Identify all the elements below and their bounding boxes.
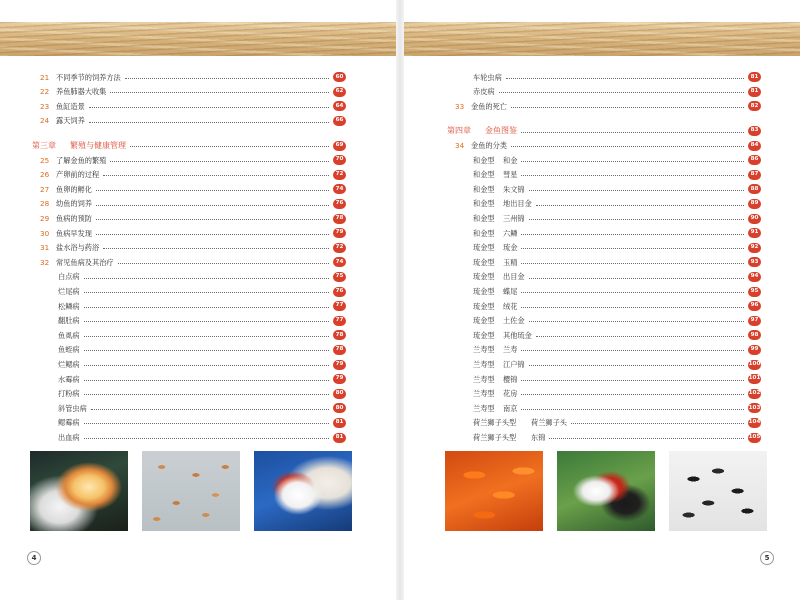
wood-banner-left: [0, 22, 396, 56]
chapter-heading[interactable]: 第四章 金鱼图鉴 83: [447, 124, 761, 139]
toc-subentry[interactable]: 斜管虫病 80: [40, 401, 346, 416]
toc-subentry[interactable]: 松鳞病 77: [40, 299, 346, 314]
toc-variety-entry[interactable]: 琉金型 绒花 96: [455, 299, 761, 314]
page-number-badge: 100: [748, 360, 761, 370]
page-number-badge: 83: [748, 126, 761, 136]
toc-variety-entry[interactable]: 琉金型 出目金 94: [455, 270, 761, 285]
toc-subentry[interactable]: 鱼虱病 78: [40, 328, 346, 343]
toc-left-page: [32, 70, 346, 445]
page-number-badge: 66: [333, 116, 346, 126]
toc-entry[interactable]: 31 盐水浴与药浴 72: [40, 241, 346, 256]
toc-variety-entry[interactable]: 兰寿型 兰寿 99: [455, 343, 761, 358]
book-gutter: [396, 0, 404, 600]
page-number-badge: 89: [748, 199, 761, 209]
page-number-badge: 87: [748, 170, 761, 180]
page-number-badge: 80: [333, 403, 346, 413]
goldfish-school-photo: [445, 451, 543, 531]
page-number-badge: 81: [333, 433, 346, 443]
page-number-badge: 78: [333, 345, 346, 355]
page-number-badge: 88: [748, 184, 761, 194]
page-number-badge: 72: [333, 170, 346, 180]
page-folio-right: 5: [760, 551, 774, 565]
page-number-badge: 80: [333, 389, 346, 399]
page-number-badge: 93: [748, 257, 761, 267]
toc-variety-entry[interactable]: 荷兰狮子头型 荷兰狮子头 104: [473, 418, 761, 428]
toc-subentry[interactable]: 出血病 81: [40, 430, 346, 445]
toc-variety-entry[interactable]: 和金型 朱文锦 88: [455, 182, 761, 197]
page-number-badge: 78: [333, 330, 346, 340]
toc-variety-entry[interactable]: 和金型 三州锦 90: [455, 211, 761, 226]
toc-subentry[interactable]: 水霉病 79: [40, 372, 346, 387]
page-number-badge: 74: [333, 257, 346, 267]
page-number-badge: 77: [333, 301, 346, 311]
chapter-heading[interactable]: 第三章 繁殖与健康管理 69: [32, 138, 346, 153]
page-number-badge: 94: [748, 272, 761, 282]
page-number-badge: 97: [748, 316, 761, 326]
page-number-badge: 91: [748, 228, 761, 238]
page-number-badge: 81: [748, 87, 761, 97]
goldfish-photo: [30, 451, 128, 531]
black-goldfish-photo: [669, 451, 767, 531]
toc-variety-entry[interactable]: 兰寿型 樱锦 101: [473, 374, 761, 384]
toc-entry[interactable]: 24 露天饲养 66: [40, 114, 346, 129]
toc-entry[interactable]: 21 不同季节的饲养方法 60: [40, 70, 346, 85]
toc-entry[interactable]: 22 养鱼肺器大收集 62: [40, 85, 346, 100]
toc-variety-entry[interactable]: 琉金型 玉精 93: [455, 255, 761, 270]
page-number-badge: 70: [333, 155, 346, 165]
page-number-badge: 82: [748, 101, 761, 111]
page-number-badge: 79: [333, 360, 346, 370]
photo-strip-right: [445, 451, 767, 531]
toc-subentry[interactable]: 烂鳃病 79: [40, 357, 346, 372]
page-number-badge: 104: [748, 418, 761, 428]
page-number-badge: 101: [748, 374, 761, 384]
page-number-badge: 99: [748, 345, 761, 355]
toc-entry[interactable]: 33 金鱼的死亡 82: [455, 99, 761, 114]
page-number-badge: 60: [333, 72, 346, 82]
page-number-badge: 76: [333, 287, 346, 297]
fry-photo: [142, 451, 240, 531]
toc-entry[interactable]: 29 鱼病的预防 78: [40, 211, 346, 226]
page-number-badge: 74: [333, 184, 346, 194]
toc-subentry[interactable]: 翻肚病 77: [40, 314, 346, 329]
page-number-badge: 78: [333, 214, 346, 224]
page-number-badge: 72: [333, 243, 346, 253]
toc-subentry[interactable]: 鱼蛭病 78: [40, 343, 346, 358]
page-number-badge: 103: [748, 403, 761, 413]
toc-variety-entry[interactable]: 兰寿型 江户锦 100: [473, 359, 761, 369]
toc-entry[interactable]: 25 了解金鱼的繁殖 70: [40, 153, 346, 168]
page-number-badge: 90: [748, 214, 761, 224]
page-folio-left: 4: [27, 551, 41, 565]
toc-subentry[interactable]: 赤皮病 81: [455, 85, 761, 100]
toc-variety-entry[interactable]: 琉金型 琉金 92: [455, 241, 761, 256]
toc-subentry[interactable]: 烂尾病 76: [40, 284, 346, 299]
toc-variety-entry[interactable]: 兰寿型 花房 102: [473, 389, 761, 399]
page-number-badge: 81: [333, 418, 346, 428]
page-number-badge: 77: [333, 316, 346, 326]
page-number-badge: 79: [333, 374, 346, 384]
page-number-badge: 79: [333, 228, 346, 238]
toc-entry[interactable]: 32 常见鱼病及其治疗 74: [40, 255, 346, 270]
page-number-badge: 98: [748, 330, 761, 340]
toc-variety-entry[interactable]: 琉金型 蝶尾 95: [455, 284, 761, 299]
toc-variety-entry[interactable]: 琉金型 其他琉金 98: [455, 328, 761, 343]
toc-variety-entry[interactable]: 和金型 六鳞 91: [455, 226, 761, 241]
page-number-badge: 76: [333, 199, 346, 209]
toc-entry[interactable]: 28 幼鱼的饲养 76: [40, 197, 346, 212]
page-number-badge: 62: [333, 87, 346, 97]
page-number-badge: 92: [748, 243, 761, 253]
page-number-badge: 105: [748, 433, 761, 443]
toc-variety-entry[interactable]: 琉金型 土佐金 97: [455, 314, 761, 329]
page-number-badge: 81: [748, 72, 761, 82]
toc-subentry[interactable]: 打粉病 80: [40, 386, 346, 401]
toc-variety-entry[interactable]: 和金型 地出目金 89: [455, 197, 761, 212]
toc-entry[interactable]: 26 产卵前的过程 72: [40, 168, 346, 183]
page-number-badge: 69: [333, 141, 346, 151]
toc-variety-entry[interactable]: 兰寿型 南京 103: [473, 403, 761, 413]
toc-variety-entry[interactable]: 和金型 彗星 87: [455, 168, 761, 183]
page-number-badge: 96: [748, 301, 761, 311]
page-number-badge: 102: [748, 389, 761, 399]
toc-variety-entry[interactable]: 和金型 和金 86: [455, 153, 761, 168]
toc-subentry[interactable]: 白点病 75: [40, 270, 346, 285]
toc-right-page: [447, 70, 761, 445]
toc-variety-entry[interactable]: 荷兰狮子头型 东锦 105: [473, 432, 761, 442]
toc-subentry[interactable]: 鳃霉病 81: [40, 416, 346, 431]
toc-entry[interactable]: 30 鱼病早发现 79: [40, 226, 346, 241]
goldfish-photo: [557, 451, 655, 531]
toc-entry[interactable]: 23 鱼缸造景 64: [40, 99, 346, 114]
toc-subentry[interactable]: 车轮虫病 81: [455, 70, 761, 85]
wood-banner-right: [404, 22, 800, 56]
page-number-badge: 64: [333, 101, 346, 111]
goldfish-photo: [254, 451, 352, 531]
page-number-badge: 75: [333, 272, 346, 282]
page-number-badge: 84: [748, 141, 761, 151]
toc-entry[interactable]: 27 鱼卵的孵化 74: [40, 182, 346, 197]
page-number-badge: 86: [748, 155, 761, 165]
photo-strip-left: [30, 451, 352, 531]
page-number-badge: 95: [748, 287, 761, 297]
toc-entry[interactable]: 34 金鱼的分类 84: [455, 138, 761, 153]
